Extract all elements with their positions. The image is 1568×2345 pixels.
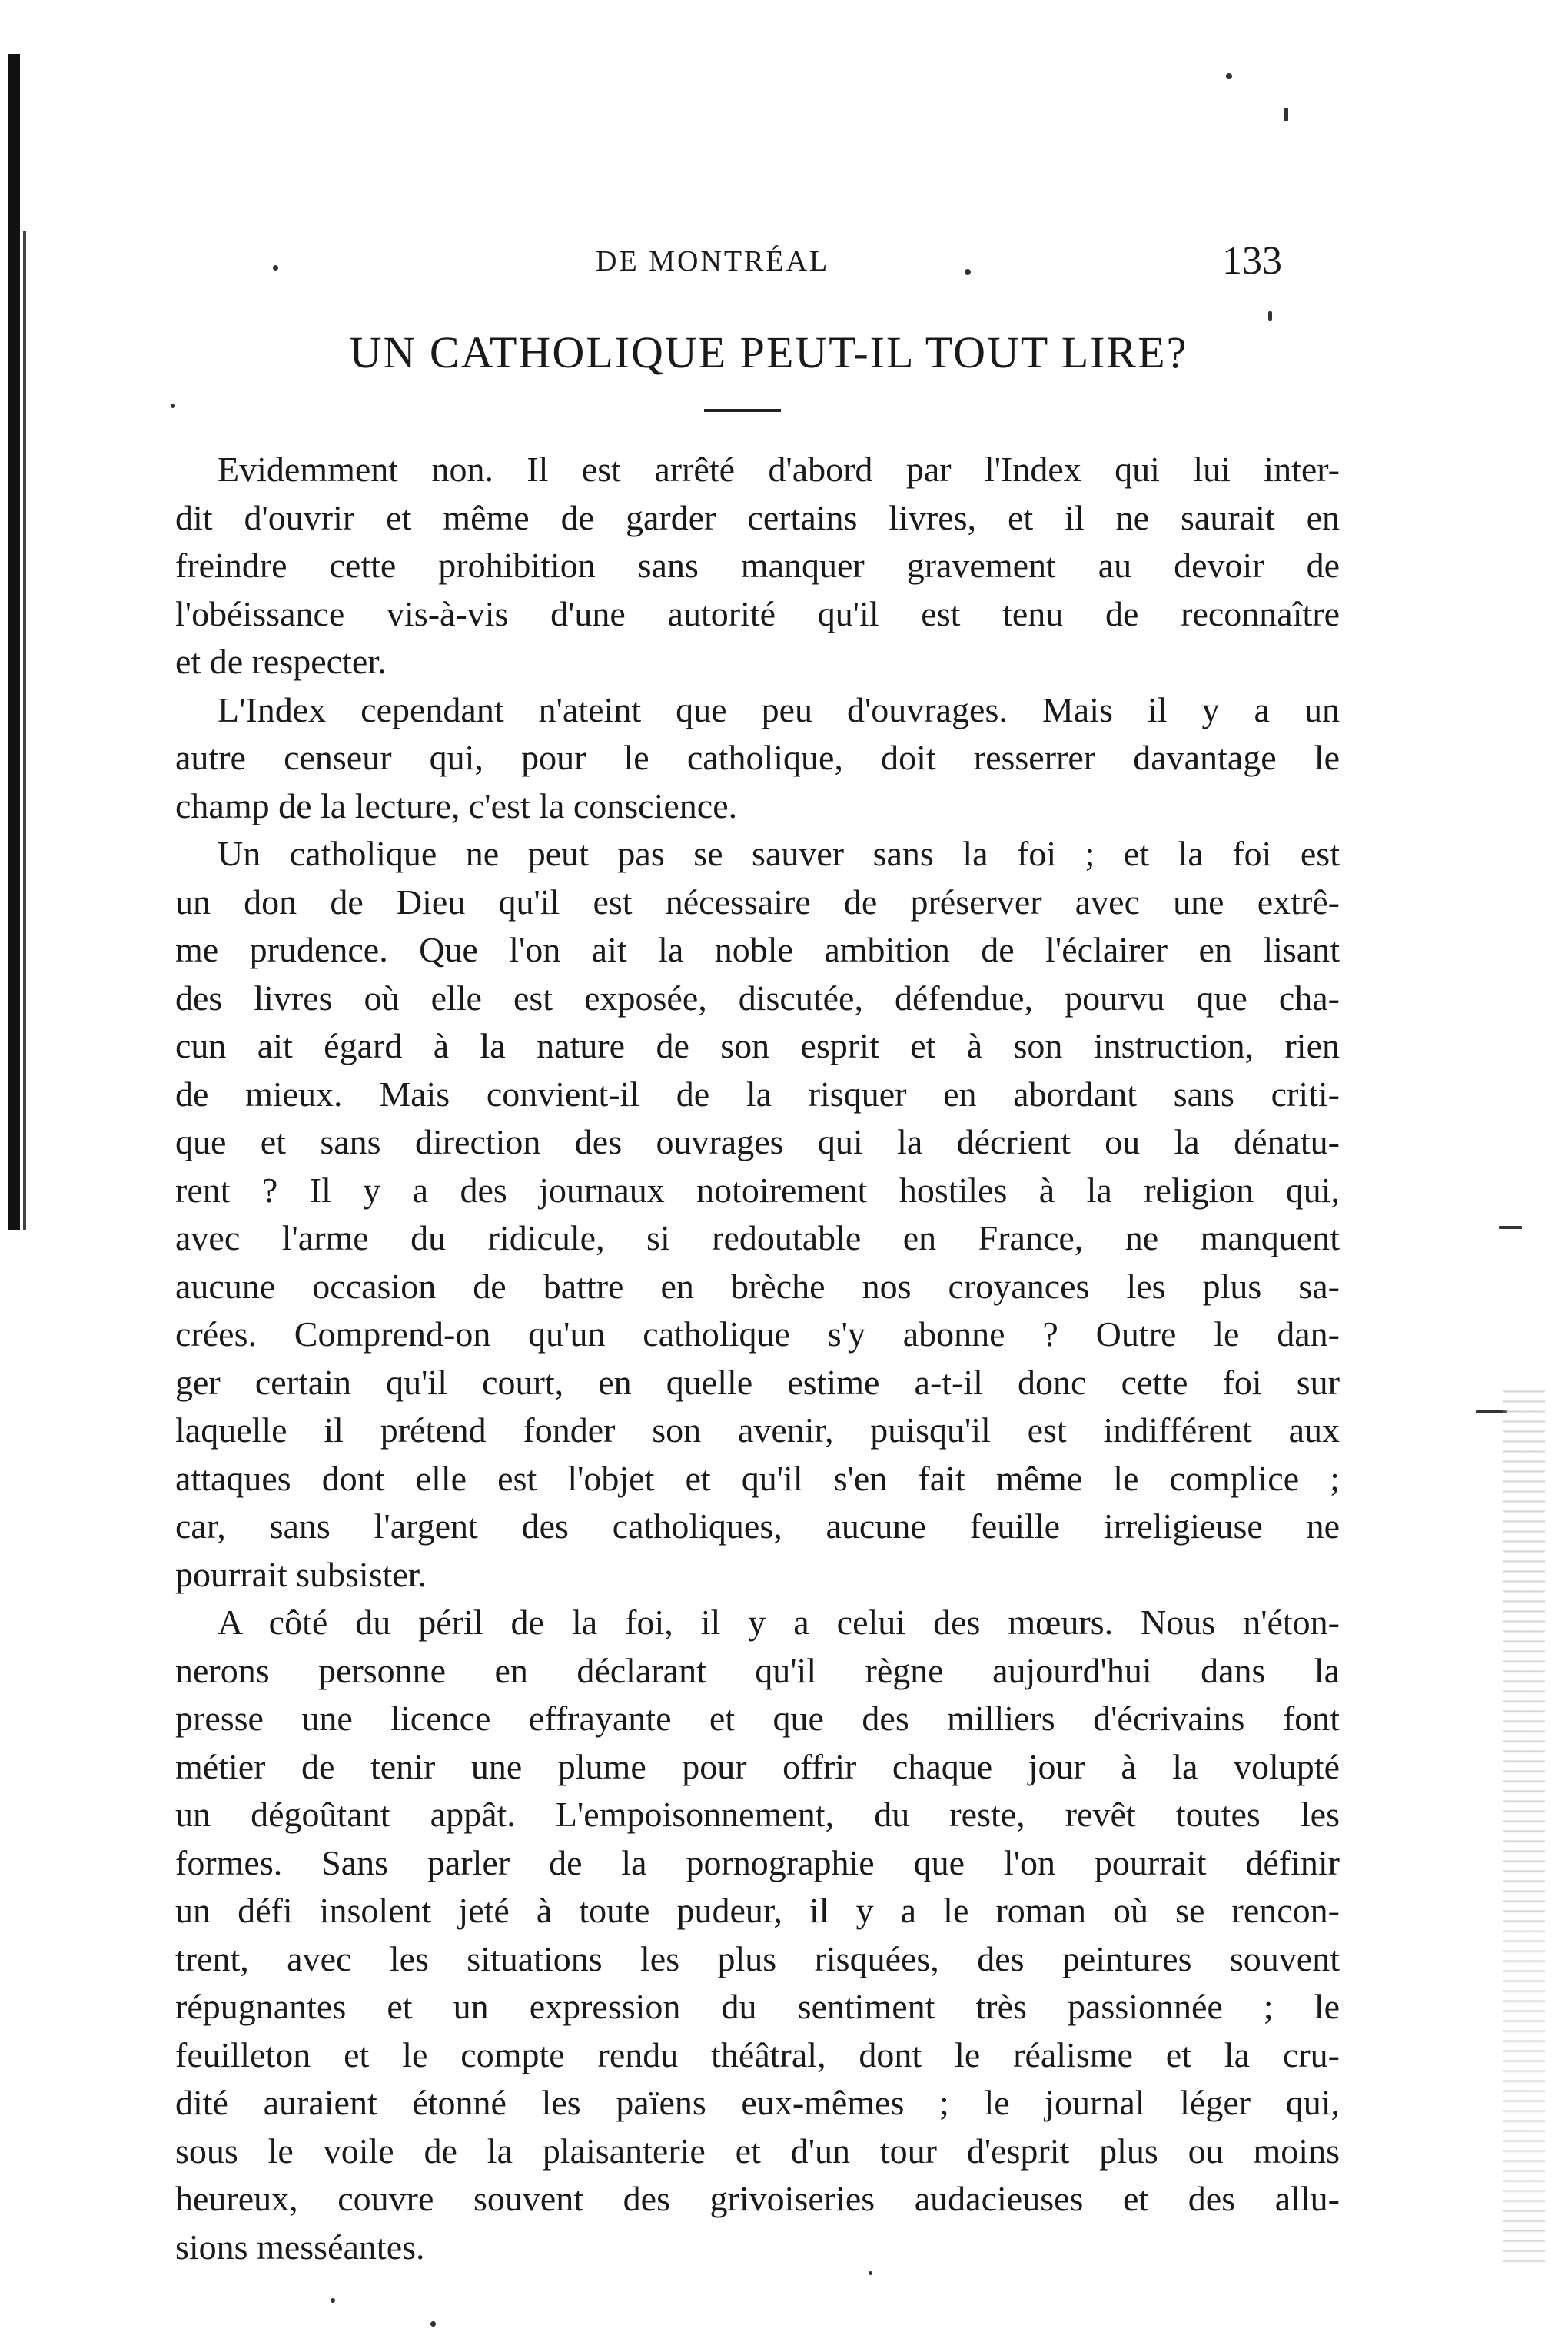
speck — [171, 404, 175, 408]
speck — [1476, 1410, 1507, 1413]
page-number: 133 — [1222, 239, 1282, 283]
text-line: dit d'ouvrir et même de garder certains livres, et il ne saurait en — [175, 497, 1340, 537]
text-line: aucune occasion de battre en brèche nos croyances les plus sa- — [175, 1266, 1340, 1306]
running-title: DE MONTRÉAL — [596, 245, 830, 277]
text-line: heureux, couvre souvent des grivoiseries audacieuses et des allu- — [175, 2179, 1340, 2218]
text-line: laquelle il prétend fonder son avenir, puisqu'il est indifférent aux — [175, 1410, 1340, 1450]
text-line: et de respecter. — [175, 642, 387, 681]
speck — [1268, 311, 1272, 321]
speck — [965, 269, 971, 275]
text-line: L'Index cependant n'ateint que peu d'ouvrages. Mais il y a un — [218, 689, 1340, 729]
binding-edge-line — [23, 231, 26, 1230]
speck — [273, 265, 278, 271]
text-line: ger certain qu'il court, en quelle estime a-t-il donc cette foi sur — [175, 1362, 1340, 1402]
text-line: de mieux. Mais convient-il de la risquer en abordant sans criti- — [175, 1074, 1340, 1114]
text-line: attaques dont elle est l'objet et qu'il s'en fait même le complice ; — [175, 1458, 1340, 1498]
text-line: sous le voile de la plaisanterie et d'un tour d'esprit plus ou moins — [175, 2131, 1340, 2171]
speck — [1226, 73, 1232, 79]
text-line: trent, avec les situations les plus risquées, des peintures souvent — [175, 1938, 1340, 1978]
text-line: répugnantes et un expression du sentiment très passionnée ; le — [175, 1987, 1340, 2026]
speck — [430, 2321, 436, 2327]
article-title: UN CATHOLIQUE PEUT-IL TOUT LIRE? — [349, 327, 1188, 377]
text-line: autre censeur qui, pour le catholique, doit resserrer davantage le — [175, 738, 1340, 777]
text-line: sions messéantes. — [175, 2227, 425, 2267]
text-line: pourrait subsister. — [175, 1554, 427, 1594]
text-line: A côté du péril de la foi, il y a celui des mœurs. Nous n'éton- — [218, 1603, 1340, 1642]
text-line: Un catholique ne peut pas se sauver sans la foi ; et la foi est — [218, 834, 1340, 873]
text-line: formes. Sans parler de la pornographie que l'on pourrait définir — [175, 1842, 1340, 1882]
speck — [1499, 1226, 1522, 1229]
text-line: l'obéissance vis-à-vis d'une autorité qu'il est tenu de reconnaître — [175, 593, 1340, 633]
speck — [1284, 108, 1288, 121]
text-line: Evidemment non. Il est arrêté d'abord par l'Index qui lui inter- — [218, 450, 1340, 489]
running-head — [0, 238, 1568, 284]
text-line: presse une licence effrayante et que des milliers d'écrivains font — [175, 1699, 1340, 1738]
text-line: freindre cette prohibition sans manquer gravement au devoir de — [175, 546, 1340, 585]
speck — [869, 2271, 872, 2275]
text-line: crées. Comprend-on qu'un catholique s'y abonne ? Outre le dan- — [175, 1314, 1340, 1354]
speck — [331, 2298, 335, 2303]
text-line: dité auraient étonné les païens eux-mêmes ; le journal léger qui, — [175, 2083, 1340, 2122]
text-line: un défi insolent jeté à toute pudeur, il y a le roman où se rencon- — [175, 1891, 1340, 1930]
text-line: un don de Dieu qu'il est nécessaire de préserver avec une extrê- — [175, 882, 1340, 922]
binding-edge-shadow — [8, 54, 20, 1230]
text-line: avec l'arme du ridicule, si redoutable en France, ne manquent — [175, 1218, 1340, 1257]
text-line: car, sans l'argent des catholiques, aucune feuille irreligieuse ne — [175, 1506, 1340, 1546]
text-line: feuilleton et le compte rendu théâtral, dont le réalisme et la cru- — [175, 2034, 1340, 2074]
title-rule — [704, 409, 781, 412]
text-line: un dégoûtant appât. L'empoisonnement, du reste, revêt toutes les — [175, 1795, 1340, 1834]
text-line: que et sans direction des ouvrages qui la décrient ou la dénatu- — [175, 1122, 1340, 1161]
text-line: des livres où elle est exposée, discutée, défendue, pourvu que cha- — [175, 978, 1340, 1018]
text-line: me prudence. Que l'on ait la noble ambition de l'éclairer en lisant — [175, 930, 1340, 969]
text-line: métier de tenir une plume pour offrir chaque jour à la volupté — [175, 1746, 1340, 1786]
text-line: nerons personne en déclarant qu'il règne aujourd'hui dans la — [175, 1650, 1340, 1690]
article-body — [175, 446, 1340, 2271]
text-line: cun ait égard à la nature de son esprit et à son instruction, rien — [175, 1026, 1340, 1065]
scan-edge-noise — [1503, 1383, 1545, 2267]
text-line: rent ? Il y a des journaux notoirement hostiles à la religion qui, — [175, 1170, 1340, 1210]
text-line: champ de la lecture, c'est la conscience. — [175, 786, 738, 825]
